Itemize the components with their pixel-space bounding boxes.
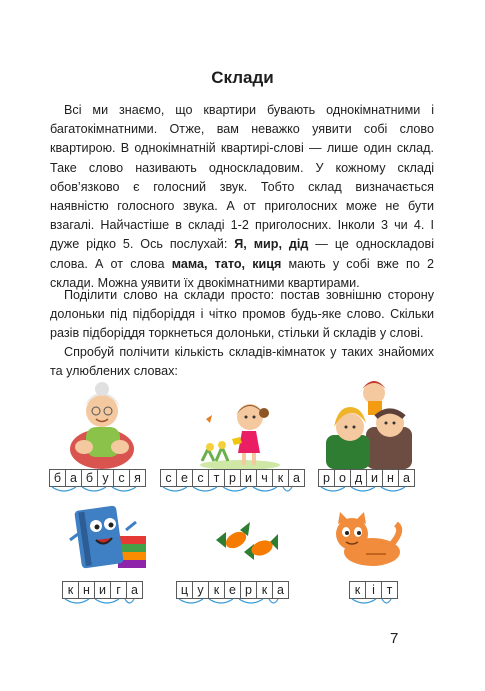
word-tsukerka bbox=[176, 581, 289, 599]
letter-cell: я bbox=[129, 469, 146, 487]
letter-cell: у bbox=[192, 581, 209, 599]
syllable-arcs-rodyna bbox=[318, 486, 409, 494]
example-one-syllable: Я, мир, дід bbox=[234, 237, 309, 252]
paragraph-task bbox=[50, 343, 434, 381]
letter-cell: и bbox=[94, 581, 111, 599]
syllable-arc bbox=[381, 487, 405, 491]
paragraph-task-text: Спробуй полічити кількість складів-кімнаток у таких знайомих та улюблених словах: bbox=[50, 345, 434, 379]
syllable-arc bbox=[209, 599, 233, 603]
letter-cell: у bbox=[97, 469, 114, 487]
letter-cell: ц bbox=[176, 581, 193, 599]
syllable-arcs-babusia bbox=[49, 486, 140, 494]
word-sestrychka bbox=[160, 469, 305, 487]
letter-cell: ч bbox=[256, 469, 273, 487]
paragraph-intro-text: Всі ми знаємо, що квартири бувають однокімнатними і багатокімнатними. Отже, вам неважко уявити собі слово квартирою. В однокімнатній квартирі-слові — лише один склад. Таке слово називають односкладовим. У кожному складі обов’язково є голосний звук. Тобто склад визначається наявністю голосного звука. А от приголосних може не бути взагалі. Найчастіше в складі 1-2 приголосних. Інколи 3 чи 4. І дуже рідко 5. Ось послухай: bbox=[50, 103, 434, 252]
letter-cell: и bbox=[240, 469, 257, 487]
syllable-arc bbox=[253, 487, 277, 491]
word-rodyna bbox=[318, 469, 415, 487]
letter-cell: н bbox=[382, 469, 399, 487]
syllable-arc bbox=[269, 599, 278, 603]
letter-cell: і bbox=[365, 581, 382, 599]
paragraph-method-text: Поділити слово на склади просто: постав зовнішню сторону долоньки під підборіддя і чітко промов будь-яке слово. Скільки разів підборіддя торкнеться долоньки, стільки й складів у слові. bbox=[50, 288, 434, 341]
syllable-arc bbox=[321, 487, 345, 491]
cat-illustration bbox=[330, 510, 404, 570]
letter-cell: а bbox=[398, 469, 415, 487]
syllable-arcs-sestrychka bbox=[160, 486, 297, 494]
syllable-arc bbox=[283, 487, 292, 491]
paragraph-intro bbox=[50, 101, 434, 293]
letter-cell: а bbox=[288, 469, 305, 487]
letter-cell: а bbox=[65, 469, 82, 487]
letter-cell: а bbox=[126, 581, 143, 599]
letter-cell: с bbox=[192, 469, 209, 487]
letter-cell: к bbox=[256, 581, 273, 599]
paragraph-method bbox=[50, 286, 434, 344]
word-knyha bbox=[62, 581, 143, 599]
syllable-arc bbox=[112, 487, 136, 491]
syllable-arc bbox=[125, 599, 134, 603]
word-kit bbox=[349, 581, 398, 599]
syllable-arcs-tsukerka bbox=[176, 598, 282, 606]
page-title: Склади bbox=[211, 68, 274, 87]
syllable-arc bbox=[65, 599, 89, 603]
letter-cell: р bbox=[318, 469, 335, 487]
candy-illustration bbox=[214, 518, 280, 562]
syllable-arc bbox=[193, 487, 217, 491]
syllable-arc bbox=[179, 599, 203, 603]
letter-cell: к bbox=[349, 581, 366, 599]
letter-cell: к bbox=[62, 581, 79, 599]
letter-cell: д bbox=[350, 469, 367, 487]
syllable-arc bbox=[382, 599, 391, 603]
book-illustration bbox=[62, 500, 152, 574]
letter-cell: а bbox=[272, 581, 289, 599]
syllable-arc bbox=[223, 487, 247, 491]
letter-cell: е bbox=[176, 469, 193, 487]
letter-cell: б bbox=[81, 469, 98, 487]
letter-cell: н bbox=[78, 581, 95, 599]
paragraph-intro-end: мають у собі вже по 2 склади. Можна уявити їх двокімнатними квартирами. bbox=[50, 256, 434, 290]
family-illustration bbox=[318, 377, 418, 469]
syllable-arc bbox=[82, 487, 106, 491]
letter-cell: с bbox=[113, 469, 130, 487]
letter-cell: т bbox=[381, 581, 398, 599]
syllable-arc bbox=[52, 487, 76, 491]
letter-cell: к bbox=[208, 581, 225, 599]
paragraph-intro-middle: — це односкладові слова. А от слова bbox=[50, 237, 434, 271]
example-two-syllable: мама, тато, киця bbox=[171, 256, 282, 271]
grandmother-illustration bbox=[62, 377, 142, 469]
sister-illustration bbox=[196, 391, 284, 471]
word-babusia bbox=[49, 469, 146, 487]
letter-cell: р bbox=[224, 469, 241, 487]
page-number: 7 bbox=[390, 630, 399, 647]
letter-cell: т bbox=[208, 469, 225, 487]
syllable-arc bbox=[163, 487, 187, 491]
letter-cell: б bbox=[49, 469, 66, 487]
letter-cell: с bbox=[160, 469, 177, 487]
letter-cell: к bbox=[272, 469, 289, 487]
syllable-arcs-knyha bbox=[62, 598, 138, 606]
letter-cell: р bbox=[240, 581, 257, 599]
syllable-arc bbox=[95, 599, 119, 603]
letter-cell: и bbox=[366, 469, 383, 487]
syllable-arc bbox=[239, 599, 263, 603]
letter-cell: е bbox=[224, 581, 241, 599]
letter-cell: г bbox=[110, 581, 127, 599]
syllable-arcs-kit bbox=[349, 598, 395, 606]
syllable-arc bbox=[352, 599, 376, 603]
syllable-arc bbox=[351, 487, 375, 491]
letter-cell: о bbox=[334, 469, 351, 487]
